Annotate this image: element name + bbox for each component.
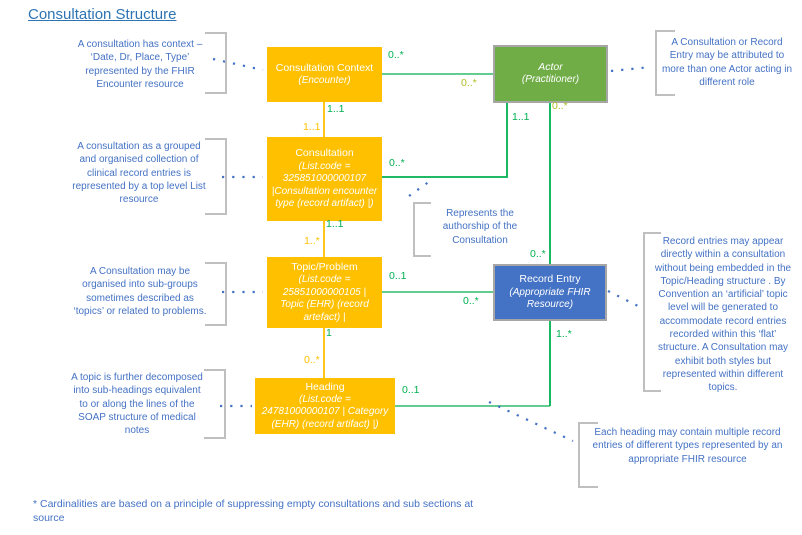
cardinality-topic-recordentry-far: 0..* <box>463 295 479 307</box>
actor-title: Actor <box>538 61 563 74</box>
cardinality-heading-recordentry-near: 0..1 <box>402 384 420 396</box>
leader-note-authorship <box>409 181 430 196</box>
heading-node <box>255 378 395 434</box>
consultation-node <box>267 137 382 221</box>
cardinality-context-actor-far: 0..* <box>461 77 477 89</box>
topic-problem-subtitle: (List.code = 25851000000105 | Topic (EHR) (record artefact) | <box>280 274 369 323</box>
note-authorship-bracket <box>413 202 431 257</box>
note-heading: A topic is further decomposed into sub-headings equivalent to or along the lines of the SOAP structure of medical notes <box>71 372 203 437</box>
cardinality-context-actor-near: 0..* <box>388 49 404 61</box>
note-actor: A Consultation or Record Entry may be attributed to more than one Actor acting in different role <box>661 37 793 88</box>
footnote: * Cardinalities are based on a principle of suppressing empty consultations and sub sections at source <box>33 498 474 525</box>
actor-node <box>493 45 608 103</box>
record-entry-subtitle: (Appropriate FHIR Resource) <box>509 286 591 311</box>
heading-title: Heading <box>305 380 345 393</box>
consultation-context-subtitle: (Encounter) <box>298 74 351 86</box>
leader-note-heading-entries <box>489 402 573 441</box>
note-heading-entries: Each heading may contain multiple record entries of different types represented by an appropriate FHIR resource <box>592 427 783 465</box>
cardinality-consultation-actor-far: 1..1 <box>512 111 530 123</box>
note-context: A consultation has context – ‘Date, Dr, Place, Type’ represented by the FHIR Encounter resource <box>77 39 203 90</box>
cardinality-heading-recordentry-far: 1..* <box>556 328 572 340</box>
cardinality-topic-recordentry-near: 0..1 <box>389 270 407 282</box>
cardinality-consultation-actor-near: 0..* <box>389 157 405 169</box>
note-consultation-bracket <box>205 138 227 215</box>
leader-note-recordentry <box>608 291 640 307</box>
cardinality-actor-recordentry-top: 0..* <box>552 100 568 112</box>
heading-subtitle: (List.code = 24781000000107 | Category (EHR) (record artifact) |) <box>261 393 389 430</box>
note-consultation: A consultation as a grouped and organised collection of clinical record entries is represented by a top level List resource <box>72 141 206 206</box>
topic-problem-node <box>267 257 382 328</box>
cardinality-consultation-topic-bottom: 1..* <box>304 235 320 247</box>
note-heading-bracket <box>204 369 226 439</box>
leader-note-actor <box>611 67 651 71</box>
consultation-context-node <box>267 47 382 102</box>
consultation-context-title: Consultation Context <box>275 61 374 74</box>
topic-problem-title: Topic/Problem <box>291 260 358 273</box>
cardinality-topic-heading-top: 1 <box>326 327 332 339</box>
cardinality-context-consultation-top: 1..1 <box>327 103 345 115</box>
note-actor-bracket <box>655 30 675 96</box>
note-record-entry: Record entries may appear directly within a consultation without being embedded in the Topic/Heading structure . By Convention an ‘artificial’ topic level will be generated to accommodate record entries recorded within this ‘flat’ structure. A Consultation may exhibit both styles but represented within different topics. <box>654 236 792 394</box>
page-title: Consultation Structure <box>28 6 177 23</box>
note-topic: A Consultation may be organised into sub-groups sometimes described as ‘topics’ or related to problems. <box>73 266 207 317</box>
note-topic-bracket <box>205 262 227 326</box>
consultation-subtitle: (List.code = 325851000000107 |Consultation encounter type (record artifact) |) <box>271 160 378 210</box>
consultation-title: Consultation <box>295 147 354 160</box>
record-entry-title: Record Entry <box>519 273 581 286</box>
note-authorship: Represents the authorship of the Consultation <box>442 208 518 246</box>
note-context-bracket <box>205 32 227 94</box>
cardinality-context-consultation-bottom: 1..1 <box>303 121 321 133</box>
note-heading-entries-bracket <box>578 422 598 488</box>
cardinality-consultation-topic-top: 1..1 <box>326 218 344 230</box>
actor-subtitle: (Practitioner) <box>521 74 580 86</box>
note-record-entry-bracket <box>643 232 661 392</box>
record-entry-node <box>493 264 607 321</box>
cardinality-actor-recordentry-bottom: 0..* <box>530 248 546 260</box>
cardinality-topic-heading-bottom: 0..* <box>304 354 320 366</box>
